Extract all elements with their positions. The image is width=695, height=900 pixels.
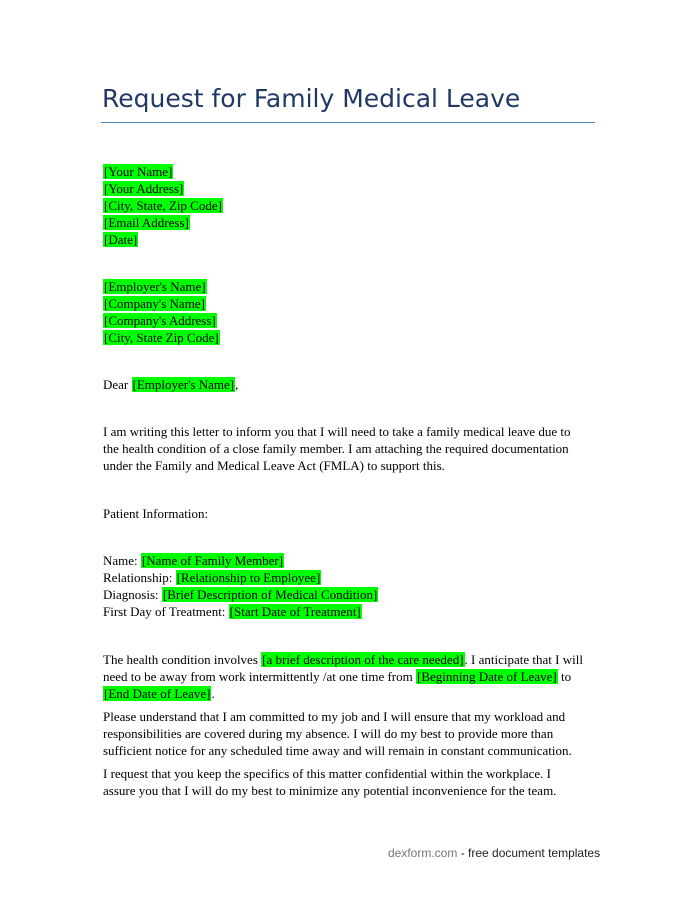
patient-info-row [103, 586, 378, 603]
treatment-date-placeholder[interactable]: [Start Date of Treatment] [229, 604, 361, 619]
employer-name-placeholder[interactable]: [Employer's Name] [104, 279, 206, 294]
commitment-paragraph [103, 708, 593, 759]
relationship-placeholder[interactable]: [Relationship to Employee] [176, 570, 321, 585]
salutation-prefix: Dear [103, 377, 132, 392]
company-address-placeholder[interactable]: [Company's Address] [104, 313, 216, 328]
relationship-label: Relationship: [103, 570, 176, 585]
company-name-placeholder[interactable]: [Company's Name] [104, 296, 205, 311]
footer-tagline: - free document templates [457, 846, 601, 860]
document-title: Request for Family Medical Leave [102, 84, 521, 113]
begin-date-placeholder[interactable]: [Beginning Date of Leave] [417, 669, 557, 684]
care-text: The health condition involves [103, 652, 262, 667]
treatment-date-label: First Day of Treatment: [103, 604, 229, 619]
patient-info-heading-text: Patient Information: [103, 506, 209, 521]
care-text: need to be away from work intermittently /at one time from [103, 669, 416, 684]
confidentiality-line: I request that you keep the specifics of this matter confidential within the workplace. I [103, 766, 551, 781]
care-text: . I anticipate that I will [464, 652, 583, 667]
confidentiality-paragraph [103, 765, 593, 799]
end-date-placeholder[interactable]: [End Date of Leave] [104, 686, 211, 701]
intro-line: under the Family and Medical Leave Act (FMLA) to support this. [103, 458, 445, 473]
patient-info-row [103, 569, 378, 586]
care-text: . [211, 686, 215, 701]
sender-block [103, 163, 223, 248]
recipient-block [103, 278, 220, 346]
salutation [103, 376, 238, 393]
patient-info-list [103, 552, 378, 620]
patient-info-row [103, 603, 378, 620]
commitment-line: Please understand that I am committed to my job and I will ensure that my workload and [103, 709, 566, 724]
sender-name-placeholder[interactable]: [Your Name] [104, 164, 173, 179]
commitment-line: responsibilities are covered during my absence. I will do my best to provide more than [103, 726, 554, 741]
title-divider [101, 122, 595, 123]
care-description-placeholder[interactable]: [a brief description of the care needed] [262, 652, 464, 667]
intro-line: I am writing this letter to inform you that I will need to take a family medical leave due to [103, 424, 571, 439]
company-city-placeholder[interactable]: [City, State Zip Code] [104, 330, 219, 345]
patient-info-row [103, 552, 378, 569]
intro-paragraph [103, 423, 593, 474]
sender-address-placeholder[interactable]: [Your Address] [104, 181, 184, 196]
care-text: to [557, 669, 572, 684]
date-placeholder[interactable]: [Date] [104, 232, 138, 247]
sender-city-placeholder[interactable]: [City, State, Zip Code] [104, 198, 222, 213]
patient-info-heading [103, 505, 208, 522]
patient-name-placeholder[interactable]: [Name of Family Member] [141, 553, 284, 568]
diagnosis-placeholder[interactable]: [Brief Description of Medical Condition] [162, 587, 378, 602]
salutation-employer-placeholder[interactable]: [Employer's Name] [132, 377, 235, 392]
patient-name-label: Name: [103, 553, 141, 568]
footer-brand-link[interactable]: dexform.com [388, 846, 458, 860]
commitment-line: sufficient notice for any scheduled time away and will remain in constant communication. [103, 743, 572, 758]
salutation-suffix: , [235, 377, 239, 392]
care-paragraph [103, 651, 593, 702]
footer [388, 846, 600, 860]
intro-line: the health condition of a close family member. I am attaching the required documentation [103, 441, 569, 456]
confidentiality-line: assure you that I will do my best to minimize any potential inconvenience for the team. [103, 783, 557, 798]
sender-email-placeholder[interactable]: [Email Address] [104, 215, 189, 230]
diagnosis-label: Diagnosis: [103, 587, 162, 602]
